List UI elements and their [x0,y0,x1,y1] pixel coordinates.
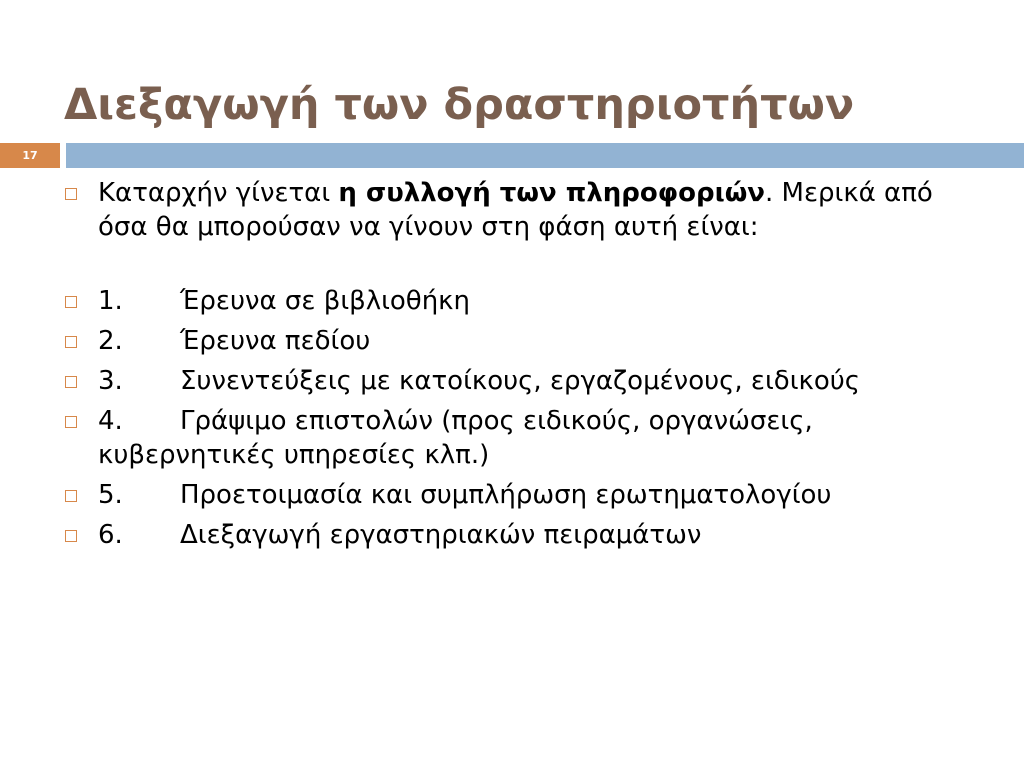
list-item-number: 6. [98,520,123,550]
square-bullet-icon [65,530,77,542]
list-item-number: 1. [98,286,123,316]
intro-text-before: Καταρχήν γίνεται [98,178,339,208]
list-item-number: 5. [98,480,123,510]
square-bullet-icon [65,490,77,502]
list-item-3 [63,364,953,398]
square-bullet-icon [65,336,77,348]
list-item-text: Έρευνα πεδίου [180,326,371,356]
list-item-6 [63,518,953,552]
list-item-number: 2. [98,326,123,356]
list-item-text: Προετοιμασία και συμπλήρωση ερωτηματολογίου [180,480,832,510]
square-bullet-icon [65,376,77,388]
slide-number-badge [0,143,60,168]
list-item-number: 4. [98,406,123,436]
list-item-text: Συνεντεύξεις με κατοίκους, εργαζομένους, ειδικούς [180,366,861,396]
list-item-4 [63,404,953,472]
slide-content [63,176,953,558]
square-bullet-icon [65,416,77,428]
list-item-1 [63,284,953,318]
intro-text-bold: η συλλογή των πληροφοριών [338,178,766,208]
list-item-5 [63,478,953,512]
list-item-number: 3. [98,366,123,396]
intro-text-after: . Μερικά από όσα θα μπορούσαν να γίνουν στη φάση αυτή είναι: [98,178,933,242]
list-item-2 [63,324,953,358]
square-bullet-icon [65,296,77,308]
list-item-text: Διεξαγωγή εργαστηριακών πειραμάτων [180,520,702,550]
intro-paragraph [63,176,953,244]
title-accent-bar [66,143,1024,168]
list-item-text: Γράψιμο επιστολών (προς ειδικούς, οργανώσεις, κυβερνητικές υπηρεσίες κλπ.) [98,406,813,470]
square-bullet-icon [65,188,77,200]
list-item-text: Έρευνα σε βιβλιοθήκη [180,286,470,316]
slide-number: 17 [22,149,38,162]
slide-title: Διεξαγωγή των δραστηριοτήτων [64,80,855,130]
